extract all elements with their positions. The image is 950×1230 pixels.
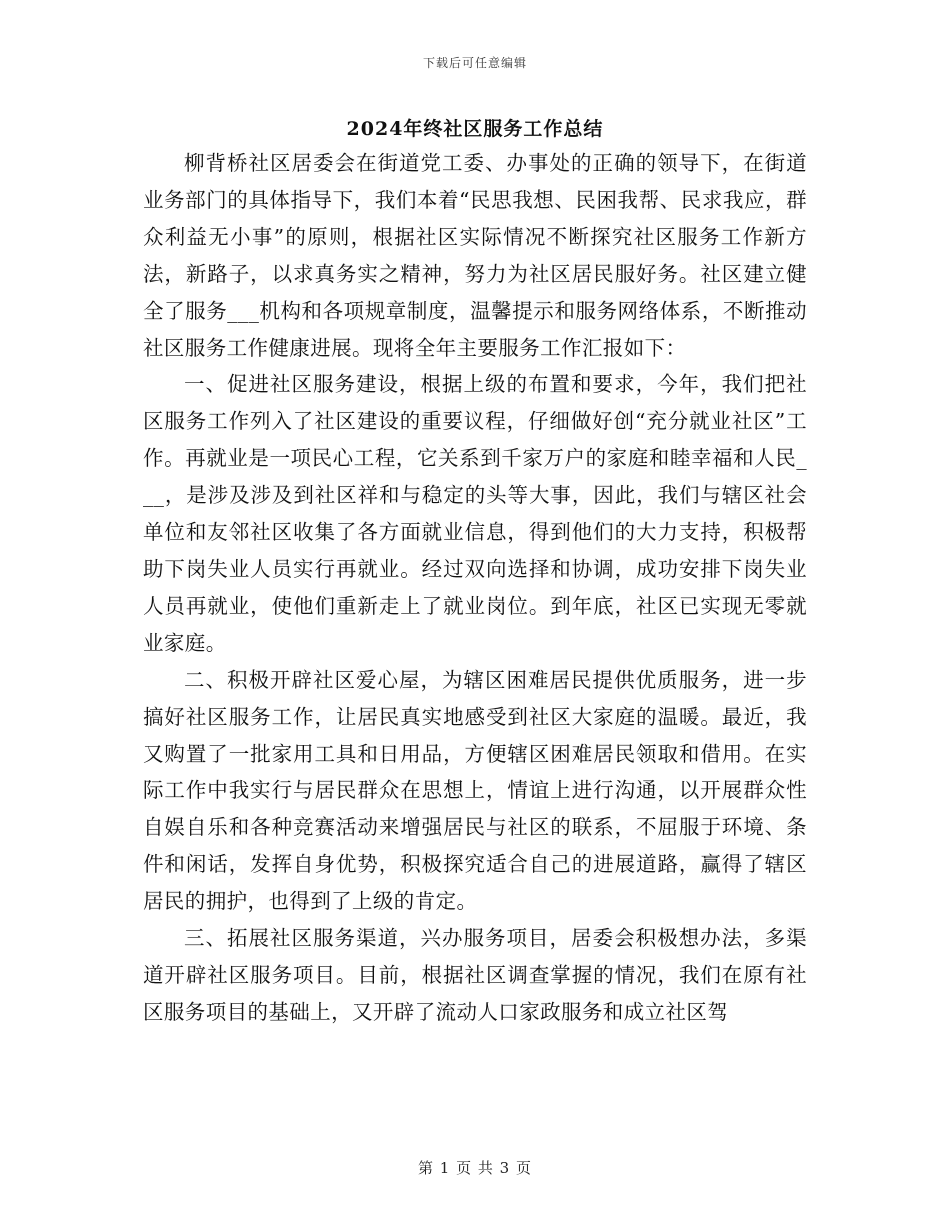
paragraph-intro: 柳背桥社区居委会在街道党工委、办事处的正确的领导下，在街道业务部门的具体指导下，我们本着“民思我想、民困我帮、民求我应，群众利益无小事”的原则，根据社区实际情况不断探究社区服务工作新方法，新路子，以求真务实之精神，努力为社区居民服好务。社区建立健全了服务___机构和各项规章制度，温馨提示和服务网络体系，不断推动社区服务工作健康进展。现将全年主要服务工作汇报如下： bbox=[143, 151, 807, 360]
paragraph-section-1: 一、促进社区服务建设，根据上级的布置和要求，今年，我们把社区服务工作列入了社区建设的重要议程，仔细做好创“充分就业社区”工作。再就业是一项民心工程，它关系到千家万户的家庭和睦幸福和人民___，是涉及涉及到社区祥和与稳定的头等大事，因此，我们与辖区社会单位和友邻社区收集了各方面就业信息，得到他们的大力支持，积极帮助下岗失业人员实行再就业。经过双向选择和协调，成功安排下岗失业人员再就业，使他们重新走上了就业岗位。到年底，社区已实现无零就业家庭。 bbox=[143, 372, 807, 655]
paragraph-section-2: 二、积极开辟社区爱心屋，为辖区困难居民提供优质服务，进一步搞好社区服务工作，让居民真实地感受到社区大家庭的温暖。最近，我又购置了一批家用工具和日用品，方便辖区困难居民领取和借用。在实际工作中我实行与居民群众在思想上，情谊上进行沟通，以开展群众性自娱自乐和各种竞赛活动来增强居民与社区的联系，不屈服于环境、条件和闲话，发挥自身优势，积极探究适合自己的进展道路，赢得了辖区居民的拥护，也得到了上级的肯定。 bbox=[143, 667, 807, 914]
page-number-footer: 第 1 页 共 3 页 bbox=[418, 1159, 532, 1177]
header-note: 下载后可任意编辑 bbox=[422, 56, 527, 70]
document-body bbox=[143, 145, 807, 1031]
paragraph-section-3: 三、拓展社区服务渠道，兴办服务项目，居委会积极想办法，多渠道开辟社区服务项目。目前，根据社区调查掌握的情况，我们在原有社区服务项目的基础上，又开辟了流动人口家政服务和成立社区驾 bbox=[143, 926, 807, 1024]
document-title: 2024年终社区服务工作总结 bbox=[346, 118, 604, 140]
